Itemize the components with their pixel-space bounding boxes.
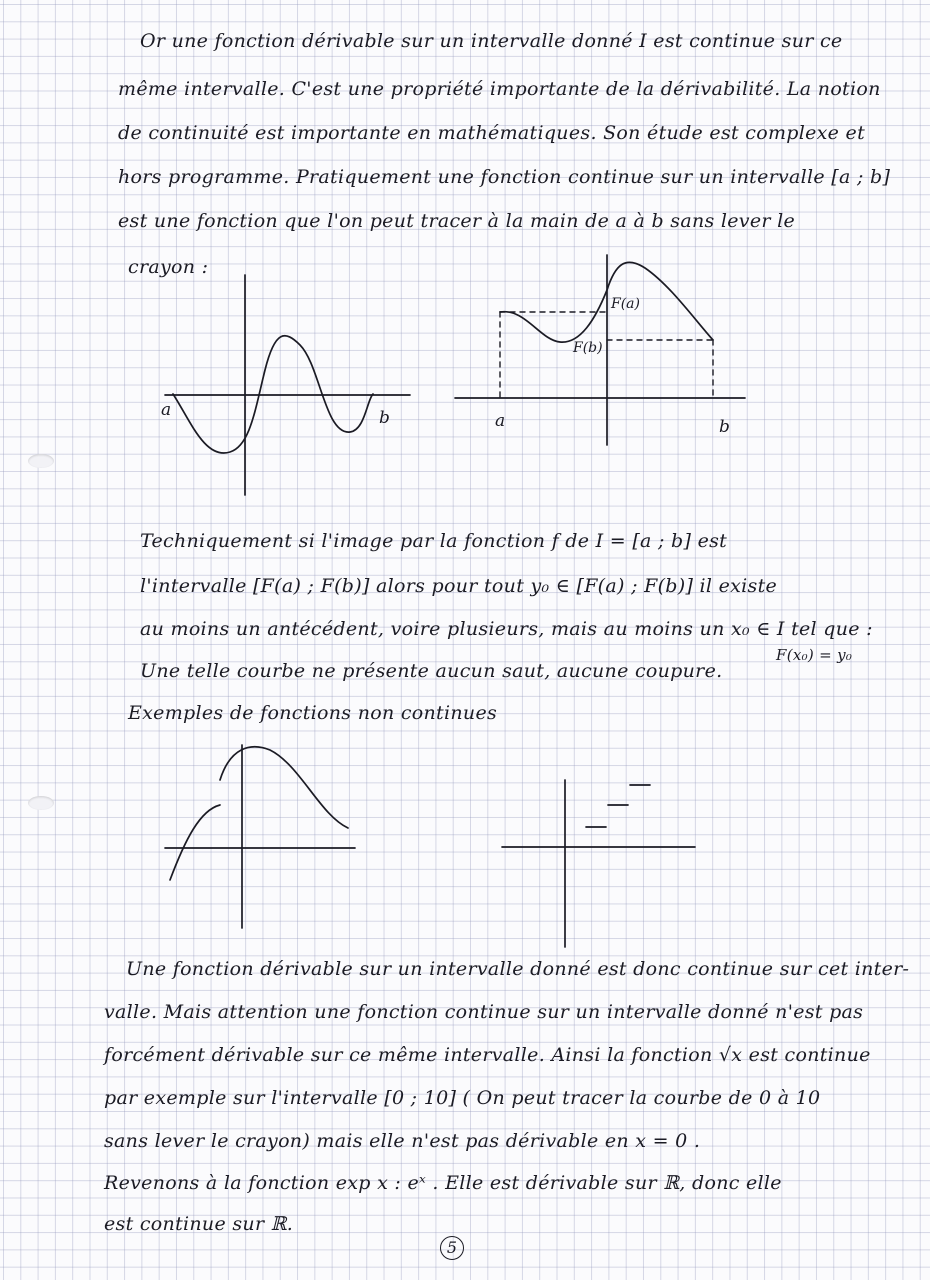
binder-hole-top xyxy=(28,454,54,468)
label-b: b xyxy=(379,408,390,428)
section-heading: Exemples de fonctions non continues xyxy=(128,702,498,724)
page-number: 5 xyxy=(440,1236,464,1260)
text-line: crayon : xyxy=(128,256,209,278)
text-line: même intervalle. C'est une propriété importante de la dérivabilité. La notion xyxy=(118,78,881,100)
text-line: l'intervalle [F(a) ; F(b)] alors pour tout y₀ ∈ [F(a) ; F(b)] il existe xyxy=(140,575,778,597)
text-line: Techniquement si l'image par la fonction f de I = [a ; b] est xyxy=(140,530,728,552)
figure-step-function xyxy=(500,775,700,950)
label-b: b xyxy=(719,417,730,437)
text-line: hors programme. Pratiquement une fonction continue sur un intervalle [a ; b] xyxy=(118,166,891,188)
label-a: a xyxy=(161,400,172,420)
figure-discontinuous-curve xyxy=(160,740,360,930)
text-line: au moins un antécédent, voire plusieurs, mais au moins un x₀ ∈ I tel que : xyxy=(140,618,873,640)
text-line: valle. Mais attention une fonction continue sur un intervalle donné n'est pas xyxy=(104,1001,864,1023)
text-line: est continue sur ℝ. xyxy=(104,1213,294,1235)
text-line: Une fonction dérivable sur un intervalle donné est donc continue sur cet inter- xyxy=(126,958,910,980)
text-line: de continuité est importante en mathématiques. Son étude est complexe et xyxy=(118,122,866,144)
equation: F(x₀) = y₀ xyxy=(776,646,853,664)
text-line: Une telle courbe ne présente aucun saut, aucune coupure. xyxy=(140,660,723,682)
text-line: sans lever le crayon) mais elle n'est pas dérivable en x = 0 . xyxy=(104,1130,701,1152)
binder-hole-bottom xyxy=(28,796,54,810)
curve-right-branch xyxy=(220,747,348,828)
text-line: Or une fonction dérivable sur un intervalle donné I est continue sur ce xyxy=(140,30,843,52)
text-line: par exemple sur l'intervalle [0 ; 10] ( On peut tracer la courbe de 0 à 10 xyxy=(104,1087,821,1109)
text-line: Revenons à la fonction exp x : eˣ . Elle est dérivable sur ℝ, donc elle xyxy=(104,1172,782,1194)
figure-continuous-curve-fa-fb xyxy=(455,250,755,450)
text-line: forcément dérivable sur ce même intervalle. Ainsi la fonction √x est continue xyxy=(104,1044,871,1066)
figure-continuous-curve xyxy=(155,270,425,510)
text-line: est une fonction que l'on peut tracer à la main de a à b sans lever le xyxy=(118,210,796,232)
label-fb: F(b) xyxy=(573,340,603,356)
label-a: a xyxy=(495,411,506,431)
curve-left-branch xyxy=(170,805,220,880)
label-fa: F(a) xyxy=(611,296,640,312)
